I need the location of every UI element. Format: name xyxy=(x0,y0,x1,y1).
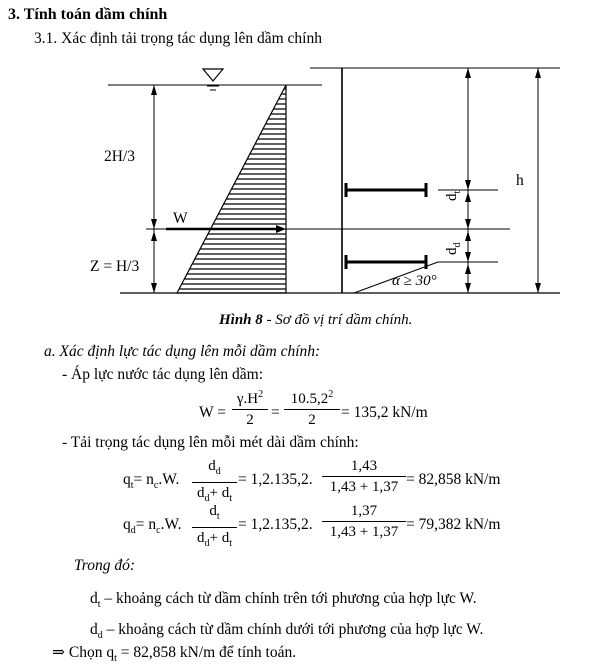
qt-result: = 82,858 kN/m xyxy=(406,471,501,488)
load-label: - Tải trọng tác dụng lên mỗi mét dài dầm chính: xyxy=(62,434,359,451)
section-heading: 3. Tính toán dầm chính xyxy=(8,6,168,23)
w-fraction-2: 10.5,2$^2$ 2 xyxy=(284,386,340,429)
conclusion: ⇒ Chọn $q_t = 82,858$ kN/m để tính toán. xyxy=(52,644,297,664)
qd-lhs: $q_d= n_c.W$. xyxy=(123,516,182,537)
figure-caption xyxy=(219,312,412,329)
qd-result: = 79,382 kN/m xyxy=(406,516,501,533)
label-h: h xyxy=(516,172,524,189)
caption-rest: - Sơ đồ vị trí dầm chính. xyxy=(262,312,413,328)
def-dt: $d_t$ – khoảng cách từ dầm chính trên tới phương của hợp lực W. xyxy=(90,590,477,611)
pressure-label: - Áp lực nước tác dụng lên dầm: xyxy=(62,366,264,383)
subsection-heading: 3.1. Xác định tải trọng tác dụng lên dầm chính xyxy=(34,30,322,47)
w-eq: = xyxy=(271,404,280,421)
label-z: Z = H/3 xyxy=(90,258,140,275)
qd-mid: = 1,2.135,2. xyxy=(238,516,313,533)
qt-fraction-2: 1,43 1,43 + 1,37 xyxy=(322,457,406,496)
label-w: W xyxy=(173,210,188,227)
w-result: = 135,2 kN/m xyxy=(341,404,428,421)
w-fraction-1: $\gamma.H^2$ 2 xyxy=(232,386,268,429)
qt-fraction-1: $d_d$ $d_d+ d_t$ xyxy=(192,457,237,508)
label-dd: $d_d$ xyxy=(444,242,463,255)
upper-beam xyxy=(346,183,426,197)
qd-fraction-1: $d_t$ $d_d+ d_t$ xyxy=(192,502,237,553)
caption-bold: Hình 8 xyxy=(219,312,263,328)
label-dt: $d_t$ xyxy=(444,190,463,201)
pressure-hatching xyxy=(170,89,290,289)
water-level-icon xyxy=(203,69,223,90)
lower-beam xyxy=(346,255,426,269)
label-alpha: α ≥ 30° xyxy=(392,273,437,289)
qd-fraction-2: 1,37 1,43 + 1,37 xyxy=(322,502,406,541)
def-dd: $d_d$ – khoảng cách từ dầm chính dưới tới phương của hợp lực W. xyxy=(90,621,484,642)
part-a-title: a. Xác định lực tác dụng lên mỗi dầm chính: xyxy=(44,343,321,360)
where-label: Trong đó: xyxy=(74,557,136,574)
w-lhs: W = xyxy=(199,404,226,421)
label-2h3: 2H/3 xyxy=(104,148,135,165)
beam-position-diagram xyxy=(0,0,592,310)
qt-lhs: $q_t= n_c.W$. xyxy=(123,471,180,492)
qt-mid: = 1,2.135,2. xyxy=(238,471,313,488)
